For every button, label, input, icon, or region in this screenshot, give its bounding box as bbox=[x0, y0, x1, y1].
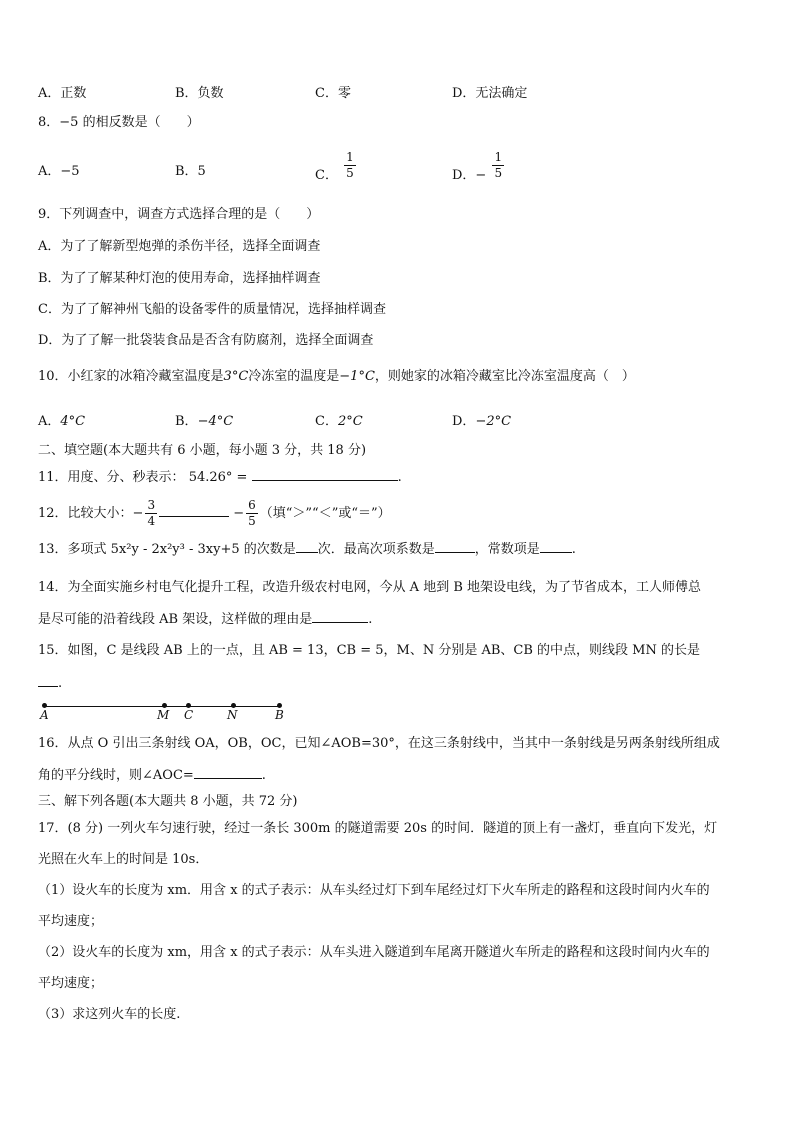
q9-option-a: A．为了了解新型炮弹的杀伤半径，选择全面调查 bbox=[38, 239, 321, 254]
q17-part-2-line-2: 平均速度； bbox=[38, 976, 104, 991]
q12-answer-blank[interactable] bbox=[159, 504, 229, 517]
fraction-denominator: 5 bbox=[346, 166, 354, 180]
q17-part-1-line-1: （1）设火车的长度为 xm．用含 x 的式子表示：从车头经过灯下到车尾经过灯下火车所走的路程和这段时间内火车的 bbox=[38, 883, 710, 898]
q7-option-a: A．正数 bbox=[38, 86, 87, 101]
option-value: 4°C bbox=[60, 414, 86, 429]
option-label: A． bbox=[38, 414, 61, 429]
q12-minus: − bbox=[233, 506, 245, 521]
q11 bbox=[38, 468, 402, 487]
q9-option-c: C．为了了解神州飞船的设备零件的质量情况，选择抽样调查 bbox=[38, 302, 386, 317]
q13-text: 13．多项式 5x²y - 2x²y³ - 3xy+5 的次数是 bbox=[38, 542, 296, 557]
fraction-numerator: 6 bbox=[248, 498, 256, 512]
q14-answer-blank[interactable] bbox=[312, 610, 368, 623]
q8-option-d-label: D．− bbox=[452, 168, 487, 183]
q17-part-2-line-1: （2）设火车的长度为 xm，用含 x 的式子表示：从车头进入隧道到车尾离开隧道火车所走的路程和这段时间内火车的 bbox=[38, 945, 710, 960]
q10-temp-freezer: −1°C bbox=[339, 369, 375, 384]
q10-temp-fridge: 3°C bbox=[223, 369, 249, 384]
q17-line-2: 光照在火车上的时间是 10s． bbox=[38, 852, 209, 867]
q12-label: 12．比较大小：− bbox=[38, 506, 144, 521]
q8-options bbox=[38, 150, 758, 190]
q7-option-d: D．无法确定 bbox=[452, 86, 528, 101]
section-fill-in-heading: 二、填空题(本大题共有 6 小题，每小题 3 分，共 18 分) bbox=[38, 443, 367, 458]
segment-figure bbox=[38, 698, 298, 728]
q8-option-d-fraction bbox=[492, 150, 504, 181]
label-m: M bbox=[157, 708, 170, 722]
q16-line-1: 16．从点 O 引出三条射线 OA，OB，OC，已知∠AOB=30°，在这三条射线中，当其中一条射线是另两条射线所组成 bbox=[38, 736, 720, 751]
fraction-denominator: 4 bbox=[147, 514, 156, 528]
q14-line-1: 14．为全面实施乡村电气化提升工程，改造升级农村电网，今从 A 地到 B 地架设电线，为了节省成本，工人师傅总 bbox=[38, 580, 702, 595]
q13-coefficient-blank[interactable] bbox=[435, 540, 475, 553]
q8-stem: 8．−5 的相反数是（ ） bbox=[38, 115, 200, 130]
q10-option-c bbox=[315, 410, 363, 429]
q14-text: 是尽可能的沿着线段 AB 架设，这样做的理由是 bbox=[38, 612, 313, 627]
q16-answer-blank[interactable] bbox=[194, 766, 262, 779]
q8-option-a: A．−5 bbox=[38, 164, 80, 179]
fraction-numerator: 3 bbox=[147, 498, 156, 512]
option-value: −4°C bbox=[197, 414, 234, 429]
q9-option-d: D．为了了解一批袋装食品是否含有防腐剂，选择全面调查 bbox=[38, 333, 374, 348]
fraction-numerator: 1 bbox=[346, 150, 354, 164]
q15-line-1: 15．如图，C 是线段 AB 上的一点，且 AB = 13，CB = 5，M、N 分别是 AB、CB 的中点，则线段 MN 的长是 bbox=[38, 643, 701, 658]
q16-text: 角的平分线时，则∠AOC= bbox=[38, 768, 194, 783]
q12-fraction-1 bbox=[145, 498, 157, 529]
q10-stem-part: ，则她家的冰箱冷藏室比冷冻室温度高（ ） bbox=[374, 369, 635, 384]
q11-text: 11．用度、分、秒表示： bbox=[38, 470, 185, 485]
q17-part-3: （3）求这列火车的长度. bbox=[38, 1007, 181, 1022]
option-label: B． bbox=[175, 414, 198, 429]
q9-stem: 9．下列调查中，调查方式选择合理的是（ ） bbox=[38, 207, 320, 222]
q13-constant-blank[interactable] bbox=[540, 540, 572, 553]
q17-part-1-line-2: 平均速度； bbox=[38, 914, 104, 929]
q10-option-b bbox=[175, 410, 233, 429]
label-n: N bbox=[227, 708, 238, 722]
q14-line-2 bbox=[38, 610, 372, 629]
section-solve-heading: 三、解下列各题(本大题共 8 小题，共 72 分) bbox=[38, 794, 298, 809]
q13-degree-blank[interactable] bbox=[296, 540, 318, 553]
q10-option-d bbox=[452, 410, 511, 429]
q15-tail: . bbox=[58, 676, 63, 691]
q14-tail: . bbox=[368, 612, 373, 627]
option-label: C． bbox=[315, 414, 338, 429]
q16-line-2 bbox=[38, 766, 266, 785]
q15-line-2 bbox=[38, 674, 62, 693]
q9-option-b: B．为了了解某种灯泡的使用寿命，选择抽样调查 bbox=[38, 271, 321, 286]
q8-option-c-label: C． bbox=[315, 168, 338, 183]
q7-option-c: C．零 bbox=[315, 86, 351, 101]
q11-answer-blank[interactable] bbox=[252, 468, 398, 481]
q13-text: 次．最高次项系数是 bbox=[317, 542, 435, 557]
fraction-denominator: 5 bbox=[248, 514, 256, 528]
label-c: C bbox=[184, 708, 194, 722]
q15-answer-blank[interactable] bbox=[38, 674, 58, 687]
q8-option-c bbox=[315, 150, 358, 181]
option-value: −2°C bbox=[475, 414, 512, 429]
q8-option-b: B．5 bbox=[175, 164, 206, 179]
q13 bbox=[38, 540, 576, 559]
fraction-numerator: 1 bbox=[494, 150, 503, 164]
q12 bbox=[38, 494, 391, 534]
q10-stem-part: 10．小红家的冰箱冷藏室温度是 bbox=[38, 369, 224, 384]
q7-option-b: B．负数 bbox=[175, 86, 224, 101]
fraction-denominator: 5 bbox=[494, 166, 503, 180]
q12-fraction-2 bbox=[246, 498, 258, 529]
q10-stem bbox=[38, 368, 635, 386]
option-label: D． bbox=[452, 414, 476, 429]
q10-options bbox=[38, 410, 758, 430]
q8-option-c-fraction bbox=[344, 150, 356, 181]
label-b: B bbox=[275, 708, 284, 722]
label-a: A bbox=[40, 708, 49, 722]
q13-text: ，常数项是 bbox=[474, 542, 540, 557]
q10-option-a bbox=[38, 410, 85, 429]
q7-options bbox=[38, 82, 758, 102]
q13-text: . bbox=[571, 542, 576, 557]
q16-tail: . bbox=[261, 768, 266, 783]
q10-stem-part: 冷冻室的温度是 bbox=[248, 369, 340, 384]
q12-hint: （填“＞”“＜”或“＝”） bbox=[259, 506, 391, 521]
q8-option-d bbox=[452, 150, 506, 181]
q17-line-1: 17．(8 分) 一列火车匀速行驶，经过一条长 300m 的隧道需要 20s 的时间．隧道的顶上有一盏灯，垂直向下发光，灯 bbox=[38, 821, 718, 836]
q11-expression: 54.26° = bbox=[188, 470, 248, 485]
option-value: 2°C bbox=[337, 414, 363, 429]
q11-tail: . bbox=[397, 470, 402, 485]
